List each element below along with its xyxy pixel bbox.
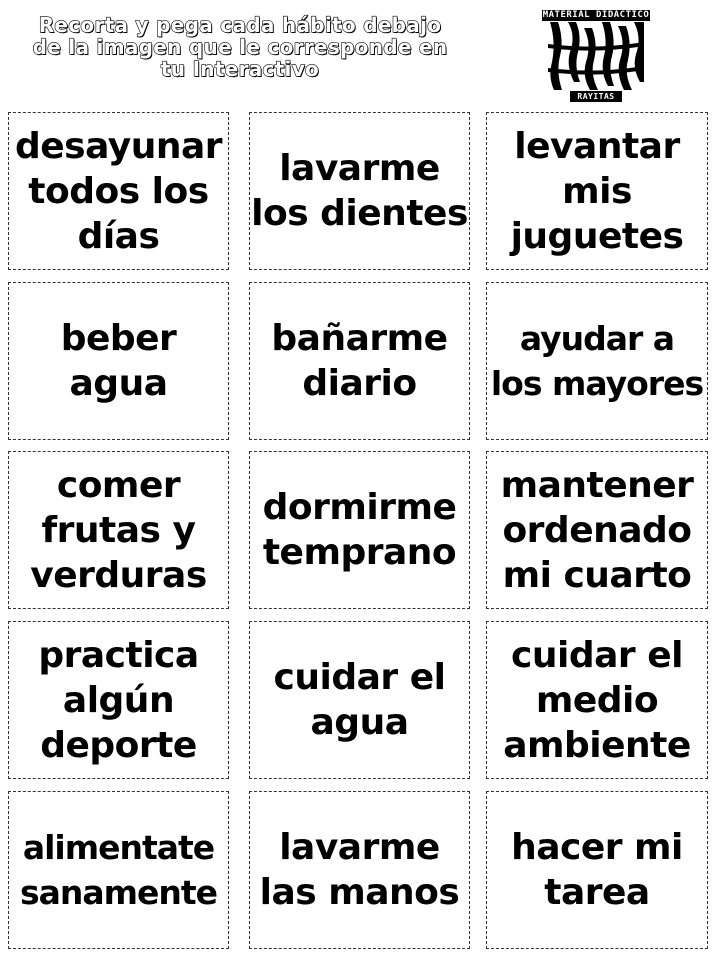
habit-label: dormirme temprano [262,487,457,573]
habit-card-desayunar [8,112,229,270]
habit-label: lavarme las manos [259,827,460,913]
logo-top-text: MATERIAL DIDACTICO [542,10,650,20]
habit-card-lavar-manos [249,791,470,949]
habit-card-beber-agua [8,282,229,440]
habit-card-comer-frutas [8,451,229,609]
habit-label: comer frutas y verduras [30,464,207,596]
habit-label: levantar mis juguetes [510,125,684,257]
instructions-line-1: Recorta y pega cada hábito debajo [38,13,442,37]
habit-card-banarme [249,282,470,440]
habit-label: alimentate sanamente [19,828,218,912]
habit-card-alimentate [8,791,229,949]
habit-label: lavarme los dientes [251,148,468,234]
habit-label: cuidar el agua [273,657,446,743]
zebra-logo [542,10,650,102]
habit-card-levantar-juguetes [486,112,708,270]
instructions-line-3: tu Interactivo [160,57,320,81]
habit-label: practica algún deporte [38,634,199,766]
instructions-heading [20,14,460,80]
habit-card-hacer-tarea [486,791,708,949]
habit-label: beber agua [60,318,177,404]
habit-card-dormirme [249,451,470,609]
habit-label: desayunar todos los días [14,125,223,257]
habit-card-lavar-dientes [249,112,470,270]
logo-bottom-text: RAYITAS [570,91,622,102]
habit-label: bañarme diario [271,318,448,404]
habit-label: ayudar a los mayores [490,319,704,403]
habit-label: mantener ordenado mi cuarto [500,464,694,596]
instructions-line-2: de la imagen que le corresponde en [32,35,448,59]
habit-card-cuidar-agua [249,621,470,779]
habit-card-mantener-cuarto [486,451,708,609]
habit-label: hacer mi tarea [511,827,683,913]
habit-card-practica-deporte [8,621,229,779]
zebra-stripes-icon [548,22,644,90]
habit-card-medio-ambiente [486,621,708,779]
habit-card-ayudar-mayores [486,282,708,440]
habit-label: cuidar el medio ambiente [503,634,691,766]
